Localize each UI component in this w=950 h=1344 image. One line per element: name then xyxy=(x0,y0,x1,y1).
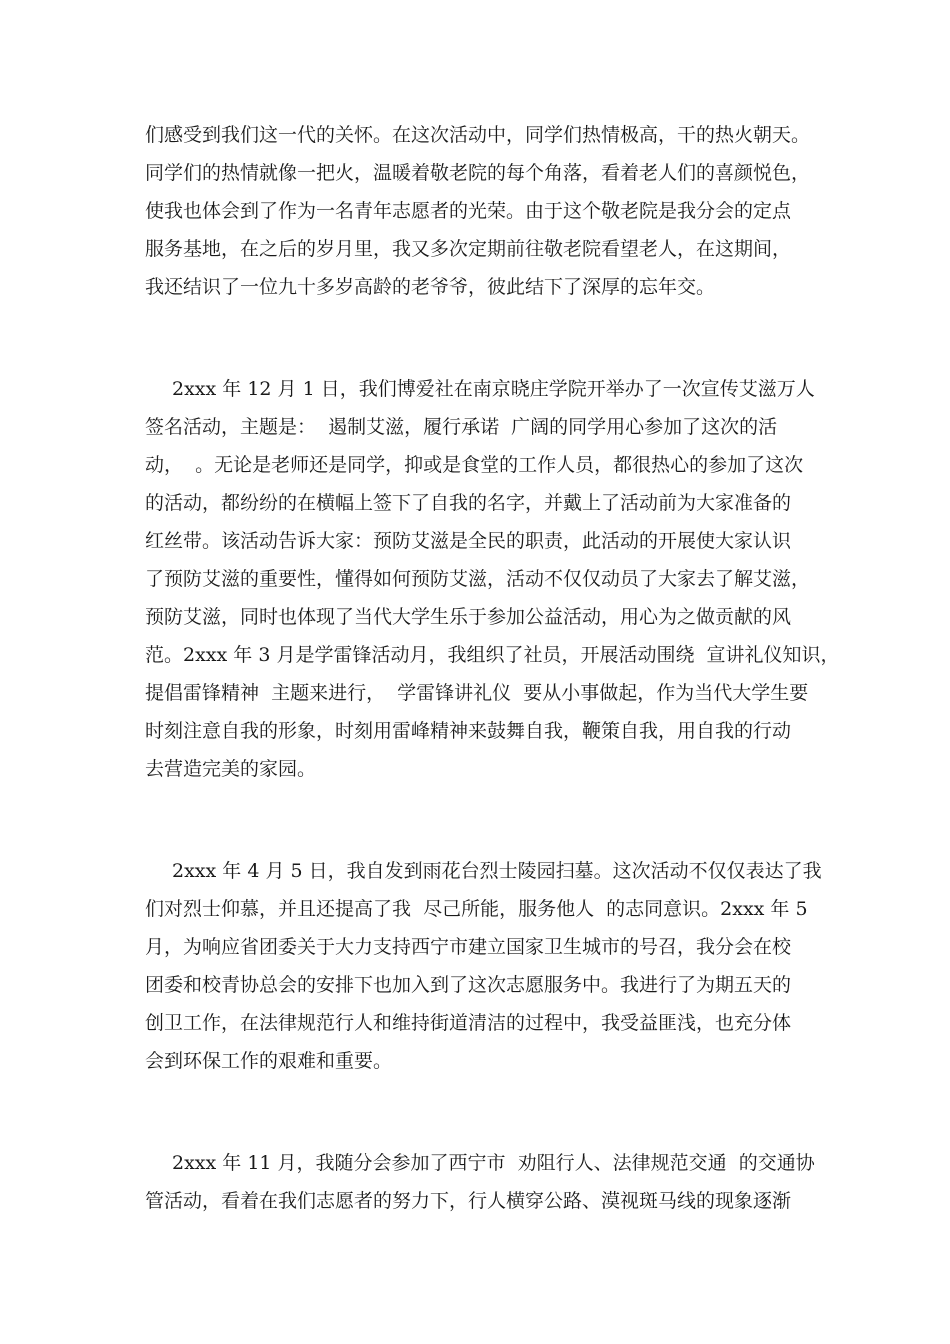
text-line: 的活动，都纷纷的在横幅上签下了自我的名字，并戴上了活动前为大家准备的 xyxy=(145,492,792,514)
text-line: 服务基地，在之后的岁月里，我又多次定期前往敬老院看望老人，在这期间， xyxy=(145,238,792,260)
text-line: 2xxx 年 12 月 1 日，我们博爱社在南京晓庄学院开举办了一次宣传艾滋万人 xyxy=(172,378,815,400)
text-line: 们感受到我们这一代的关怀。在这次活动中，同学们热情极高，干的热火朝天。 xyxy=(145,124,811,146)
text-line: 提倡雷锋精神 主题来进行， 学雷锋讲礼仪 要从小事做起，作为当代大学生要 xyxy=(145,682,809,704)
text-line: 团委和校青协总会的安排下也加入到了这次志愿服务中。我进行了为期五天的 xyxy=(145,974,792,996)
text-line: 范。2xxx 年 3 月是学雷锋活动月，我组织了社员，开展活动围绕 宣讲礼仪知识， xyxy=(145,644,840,666)
text-line: 我还结识了一位九十多岁高龄的老爷爷，彼此结下了深厚的忘年交。 xyxy=(145,276,716,298)
text-line: 去营造完美的家园。 xyxy=(145,758,317,780)
text-line: 预防艾滋，同时也体现了当代大学生乐于参加公益活动，用心为之做贡献的风 xyxy=(145,606,792,628)
text-line: 动， 。无论是老师还是同学，抑或是食堂的工作人员，都很热心的参加了这次 xyxy=(145,454,804,476)
text-line: 同学们的热情就像一把火，温暖着敬老院的每个角落，看着老人们的喜颜悦色， xyxy=(145,162,811,184)
text-line: 时刻注意自我的形象，时刻用雷峰精神来鼓舞自我，鞭策自我，用自我的行动 xyxy=(145,720,792,742)
text-line: 2xxx 年 11 月，我随分会参加了西宁市 劝阻行人、法律规范交通 的交通协 xyxy=(172,1152,815,1174)
text-line: 月，为响应省团委关于大力支持西宁市建立国家卫生城市的号召，我分会在校 xyxy=(145,936,792,958)
text-line: 了预防艾滋的重要性，懂得如何预防艾滋，活动不仅仅动员了大家去了解艾滋， xyxy=(145,568,811,590)
text-line: 管活动，看着在我们志愿者的努力下，行人横穿公路、漠视斑马线的现象逐渐 xyxy=(145,1190,792,1212)
text-line: 使我也体会到了作为一名青年志愿者的光荣。由于这个敬老院是我分会的定点 xyxy=(145,200,792,222)
text-line: 创卫工作，在法律规范行人和维持街道清洁的过程中，我受益匪浅，也充分体 xyxy=(145,1012,792,1034)
text-line: 红丝带。该活动告诉大家：预防艾滋是全民的职责，此活动的开展使大家认识 xyxy=(145,530,792,552)
text-line: 们对烈士仰慕，并且还提高了我 尽己所能，服务他人 的志同意识。2xxx 年 5 xyxy=(145,898,808,920)
text-line: 会到环保工作的艰难和重要。 xyxy=(145,1050,393,1072)
text-line: 签名活动，主题是： 遏制艾滋，履行承诺 广阔的同学用心参加了这次的活 xyxy=(145,416,778,438)
text-line: 2xxx 年 4 月 5 日，我自发到雨花台烈士陵园扫墓。这次活动不仅仅表达了我 xyxy=(172,860,822,882)
